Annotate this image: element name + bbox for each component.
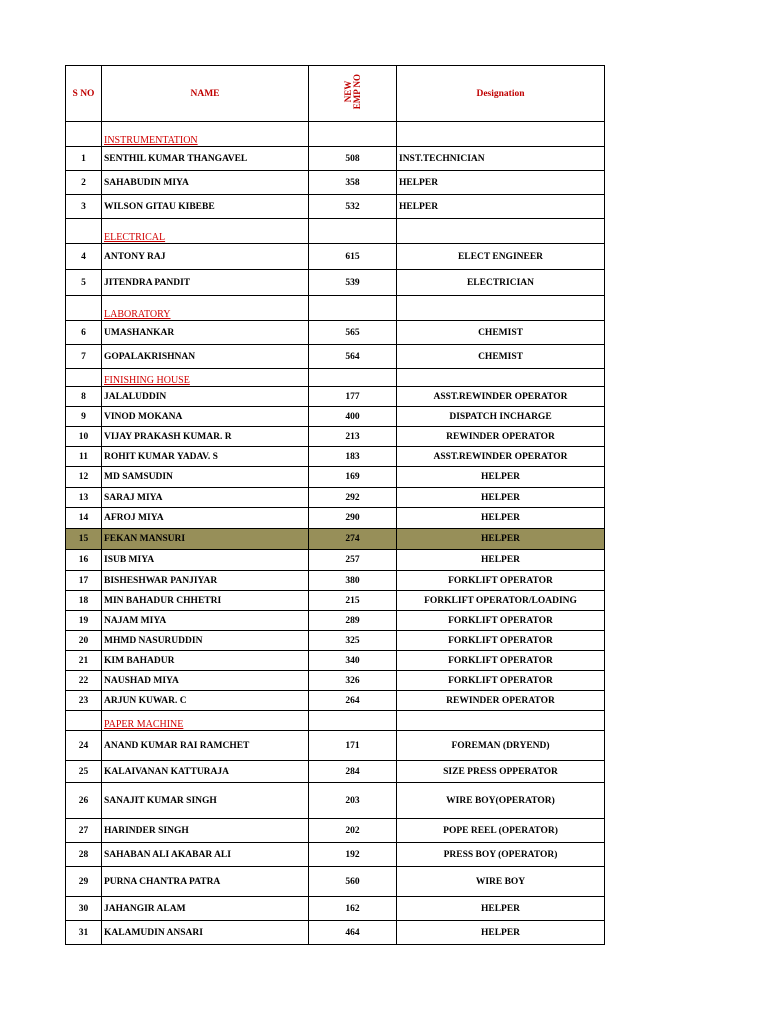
sno-cell: 25 — [66, 761, 102, 783]
section-row — [66, 369, 605, 387]
name-cell: BISHESHWAR PANJIYAR — [102, 571, 309, 591]
designation-cell: HELPER — [397, 897, 605, 921]
name-cell: MD SAMSUDIN — [102, 467, 309, 488]
sno-cell: 18 — [66, 591, 102, 611]
emp-no-cell: 177 — [309, 387, 397, 407]
empty-cell — [309, 369, 397, 387]
table-row — [66, 921, 605, 945]
emp-no-cell: 284 — [309, 761, 397, 783]
designation-cell: FORKLIFT OPERATOR — [397, 571, 605, 591]
sno-cell: 14 — [66, 508, 102, 529]
designation-cell: ELECTRICIAN — [397, 270, 605, 296]
empty-cell — [309, 296, 397, 321]
section-row — [66, 296, 605, 321]
designation-cell: HELPER — [397, 529, 605, 550]
sno-cell: 12 — [66, 467, 102, 488]
designation-cell: ASST.REWINDER OPERATOR — [397, 387, 605, 407]
sno-cell: 23 — [66, 691, 102, 711]
emp-no-cell: 508 — [309, 147, 397, 171]
designation-cell: HELPER — [397, 508, 605, 529]
header-emp-no-label: NEW EMP NO — [342, 74, 362, 110]
emp-no-cell: 358 — [309, 171, 397, 195]
table-row — [66, 147, 605, 171]
sno-cell: 7 — [66, 345, 102, 369]
sno-cell: 6 — [66, 321, 102, 345]
empty-cell — [309, 711, 397, 731]
header-designation: Designation — [397, 66, 605, 122]
designation-cell: HELPER — [397, 921, 605, 945]
emp-no-cell: 192 — [309, 843, 397, 867]
sno-cell: 4 — [66, 244, 102, 270]
designation-cell: WIRE BOY(OPERATOR) — [397, 783, 605, 819]
designation-cell: HELPER — [397, 195, 605, 219]
emp-no-cell: 264 — [309, 691, 397, 711]
table-row — [66, 171, 605, 195]
designation-cell: CHEMIST — [397, 345, 605, 369]
section-label: LABORATORY — [102, 296, 309, 321]
table-row-highlighted — [66, 529, 605, 550]
section-label: INSTRUMENTATION — [102, 122, 309, 147]
table-row — [66, 783, 605, 819]
designation-cell: FORKLIFT OPERATOR — [397, 631, 605, 651]
empty-cell — [397, 122, 605, 147]
sno-cell: 22 — [66, 671, 102, 691]
emp-no-cell: 183 — [309, 447, 397, 467]
table-row — [66, 867, 605, 897]
table-row — [66, 467, 605, 488]
name-cell: SAHABAN ALI AKABAR ALI — [102, 843, 309, 867]
name-cell: MIN BAHADUR CHHETRI — [102, 591, 309, 611]
table-row — [66, 270, 605, 296]
name-cell: ROHIT KUMAR YADAV. S — [102, 447, 309, 467]
name-cell: VINOD MOKANA — [102, 407, 309, 427]
table-row — [66, 427, 605, 447]
sno-cell: 21 — [66, 651, 102, 671]
sno-cell: 31 — [66, 921, 102, 945]
name-cell: UMASHANKAR — [102, 321, 309, 345]
designation-cell: HELPER — [397, 467, 605, 488]
section-row — [66, 711, 605, 731]
name-cell: JITENDRA PANDIT — [102, 270, 309, 296]
designation-cell: ELECT ENGINEER — [397, 244, 605, 270]
emp-no-cell: 326 — [309, 671, 397, 691]
name-cell: ISUB MIYA — [102, 550, 309, 571]
designation-cell: FORKLIFT OPERATOR — [397, 651, 605, 671]
sno-cell: 2 — [66, 171, 102, 195]
table-row — [66, 508, 605, 529]
name-cell: AFROJ MIYA — [102, 508, 309, 529]
designation-cell: REWINDER OPERATOR — [397, 691, 605, 711]
table-row — [66, 819, 605, 843]
empty-cell — [309, 122, 397, 147]
emp-no-cell: 565 — [309, 321, 397, 345]
designation-cell: HELPER — [397, 550, 605, 571]
emp-no-cell: 203 — [309, 783, 397, 819]
emp-no-cell: 400 — [309, 407, 397, 427]
sno-cell: 11 — [66, 447, 102, 467]
empty-cell — [66, 369, 102, 387]
table-row — [66, 611, 605, 631]
name-cell: PURNA CHANTRA PATRA — [102, 867, 309, 897]
emp-no-cell: 213 — [309, 427, 397, 447]
name-cell: ANAND KUMAR RAI RAMCHET — [102, 731, 309, 761]
emp-no-cell: 169 — [309, 467, 397, 488]
emp-no-cell: 380 — [309, 571, 397, 591]
table-row — [66, 651, 605, 671]
emp-no-cell: 464 — [309, 921, 397, 945]
name-cell: FEKAN MANSURI — [102, 529, 309, 550]
table-row — [66, 488, 605, 508]
name-cell: HARINDER SINGH — [102, 819, 309, 843]
table-row — [66, 244, 605, 270]
table-row — [66, 897, 605, 921]
emp-no-cell: 532 — [309, 195, 397, 219]
sno-cell: 19 — [66, 611, 102, 631]
header-sno: S NO — [66, 66, 102, 122]
sno-cell: 1 — [66, 147, 102, 171]
header-name: NAME — [102, 66, 309, 122]
sno-cell: 29 — [66, 867, 102, 897]
table-row — [66, 671, 605, 691]
sno-cell: 16 — [66, 550, 102, 571]
name-cell: SENTHIL KUMAR THANGAVEL — [102, 147, 309, 171]
table-row — [66, 195, 605, 219]
empty-cell — [66, 711, 102, 731]
table-row — [66, 691, 605, 711]
designation-cell: ASST.REWINDER OPERATOR — [397, 447, 605, 467]
emp-no-cell: 215 — [309, 591, 397, 611]
sno-cell: 30 — [66, 897, 102, 921]
sno-cell: 17 — [66, 571, 102, 591]
sno-cell: 3 — [66, 195, 102, 219]
designation-cell: HELPER — [397, 488, 605, 508]
sno-cell: 15 — [66, 529, 102, 550]
sno-cell: 13 — [66, 488, 102, 508]
table-row — [66, 571, 605, 591]
sno-cell: 20 — [66, 631, 102, 651]
header-row — [66, 66, 605, 122]
table-row — [66, 631, 605, 651]
name-cell: ANTONY RAJ — [102, 244, 309, 270]
empty-cell — [397, 219, 605, 244]
designation-cell: WIRE BOY — [397, 867, 605, 897]
designation-cell: PRESS BOY (OPERATOR) — [397, 843, 605, 867]
designation-cell: REWINDER OPERATOR — [397, 427, 605, 447]
table-row — [66, 387, 605, 407]
sno-cell: 5 — [66, 270, 102, 296]
empty-cell — [66, 122, 102, 147]
name-cell: SAHABUDIN MIYA — [102, 171, 309, 195]
empty-cell — [66, 219, 102, 244]
sno-cell: 28 — [66, 843, 102, 867]
designation-cell: HELPER — [397, 171, 605, 195]
name-cell: WILSON GITAU KIBEBE — [102, 195, 309, 219]
name-cell: GOPALAKRISHNAN — [102, 345, 309, 369]
table-body — [66, 122, 605, 945]
name-cell: SANAJIT KUMAR SINGH — [102, 783, 309, 819]
sno-cell: 27 — [66, 819, 102, 843]
table-row — [66, 550, 605, 571]
sno-cell: 9 — [66, 407, 102, 427]
emp-no-cell: 202 — [309, 819, 397, 843]
name-cell: KALAIVANAN KATTURAJA — [102, 761, 309, 783]
emp-no-cell: 274 — [309, 529, 397, 550]
sno-cell: 10 — [66, 427, 102, 447]
table-row — [66, 761, 605, 783]
sno-cell: 26 — [66, 783, 102, 819]
name-cell: JALALUDDIN — [102, 387, 309, 407]
emp-no-cell: 289 — [309, 611, 397, 631]
empty-cell — [397, 369, 605, 387]
section-row — [66, 219, 605, 244]
designation-cell: INST.TECHNICIAN — [397, 147, 605, 171]
name-cell: NAJAM MIYA — [102, 611, 309, 631]
emp-no-cell: 290 — [309, 508, 397, 529]
designation-cell: FORKLIFT OPERATOR/LOADING — [397, 591, 605, 611]
emp-no-cell: 325 — [309, 631, 397, 651]
name-cell: SARAJ MIYA — [102, 488, 309, 508]
section-label: ELECTRICAL — [102, 219, 309, 244]
emp-no-cell: 171 — [309, 731, 397, 761]
employee-table — [65, 65, 605, 945]
designation-cell: FORKLIFT OPERATOR — [397, 671, 605, 691]
name-cell: KALAMUDIN ANSARI — [102, 921, 309, 945]
table-row — [66, 407, 605, 427]
name-cell: ARJUN KUWAR. C — [102, 691, 309, 711]
designation-cell: DISPATCH INCHARGE — [397, 407, 605, 427]
name-cell: MHMD NASURUDDIN — [102, 631, 309, 651]
table-row — [66, 591, 605, 611]
designation-cell: FOREMAN (DRYEND) — [397, 731, 605, 761]
empty-cell — [397, 296, 605, 321]
section-label: PAPER MACHINE — [102, 711, 309, 731]
table-row — [66, 447, 605, 467]
empty-cell — [397, 711, 605, 731]
designation-cell: SIZE PRESS OPPERATOR — [397, 761, 605, 783]
emp-no-cell: 292 — [309, 488, 397, 508]
table-row — [66, 345, 605, 369]
emp-no-cell: 257 — [309, 550, 397, 571]
emp-no-cell: 560 — [309, 867, 397, 897]
designation-cell: POPE REEL (OPERATOR) — [397, 819, 605, 843]
table-row — [66, 731, 605, 761]
section-row — [66, 122, 605, 147]
name-cell: VIJAY PRAKASH KUMAR. R — [102, 427, 309, 447]
emp-no-cell: 162 — [309, 897, 397, 921]
designation-cell: FORKLIFT OPERATOR — [397, 611, 605, 631]
emp-no-cell: 340 — [309, 651, 397, 671]
sno-cell: 8 — [66, 387, 102, 407]
table-row — [66, 321, 605, 345]
table-row — [66, 843, 605, 867]
emp-no-cell: 539 — [309, 270, 397, 296]
name-cell: JAHANGIR ALAM — [102, 897, 309, 921]
empty-cell — [66, 296, 102, 321]
empty-cell — [309, 219, 397, 244]
emp-no-cell: 615 — [309, 244, 397, 270]
sno-cell: 24 — [66, 731, 102, 761]
emp-no-cell: 564 — [309, 345, 397, 369]
name-cell: KIM BAHADUR — [102, 651, 309, 671]
section-label: FINISHING HOUSE — [102, 369, 309, 387]
name-cell: NAUSHAD MIYA — [102, 671, 309, 691]
designation-cell: CHEMIST — [397, 321, 605, 345]
header-emp-no — [309, 66, 397, 122]
